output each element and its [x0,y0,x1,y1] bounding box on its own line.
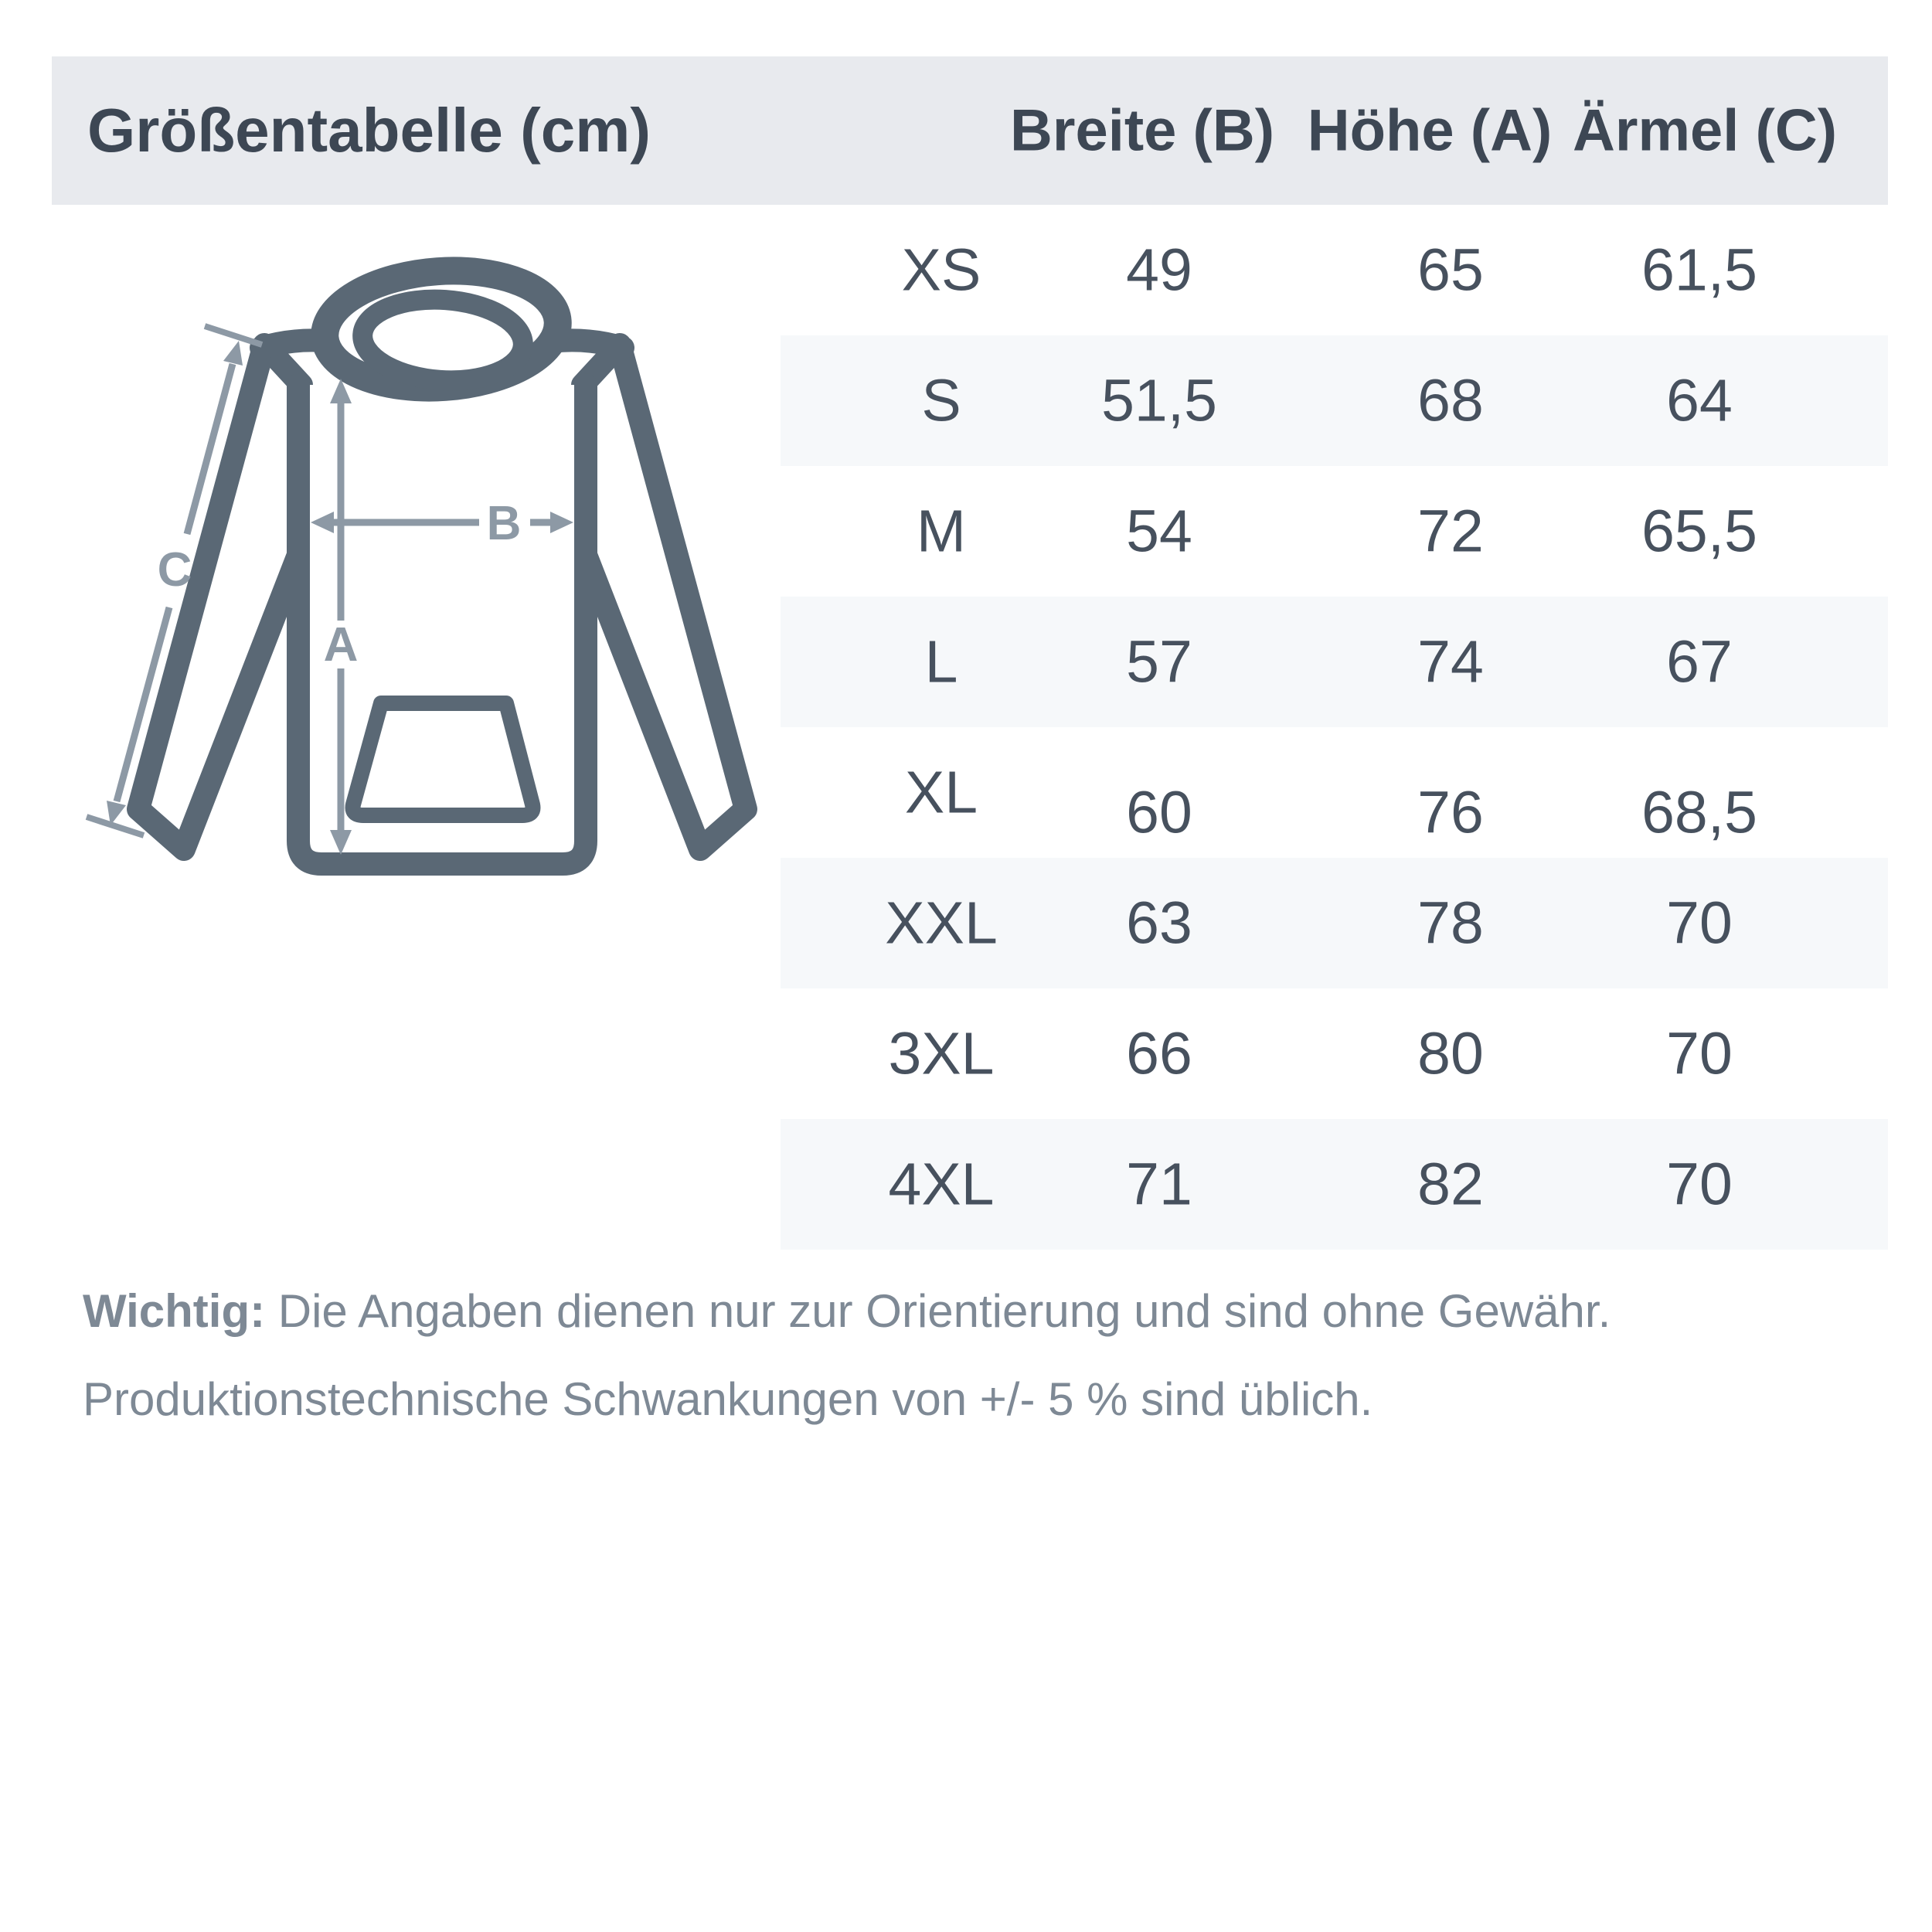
breite-value: 63 [1126,889,1192,956]
column-header-aermel: Ärmel (C) [1572,97,1838,164]
dimension-a-label: A [323,618,359,672]
aermel-value: 68,5 [1641,779,1757,845]
size-label: M [916,498,967,564]
hoehe-value: 68 [1417,367,1484,434]
table-row-m [781,466,1888,597]
size-label: S [921,367,961,434]
aermel-value: 61,5 [1641,236,1757,303]
breite-value: 60 [1126,779,1192,845]
hood-inner-ring [360,294,526,386]
hoehe-value: 82 [1417,1151,1484,1217]
size-label: 3XL [888,1020,995,1087]
aermel-value: 65,5 [1641,498,1757,564]
aermel-value: 67 [1666,628,1733,695]
column-header-breite: Breite (B) [1009,97,1275,164]
header-bar [52,56,1888,205]
aermel-value: 64 [1666,367,1733,434]
right-sleeve [583,345,746,849]
page-title: Größentabelle (cm) [87,96,651,165]
table-row-s [781,335,1888,466]
table-row-4xl [781,1119,1888,1250]
breite-value: 71 [1126,1151,1192,1217]
breite-value: 57 [1126,628,1192,695]
hoehe-value: 65 [1417,236,1484,303]
hoehe-value: 74 [1417,628,1484,695]
dimension-c-label: C [157,543,192,597]
kangaroo-pocket [353,703,533,815]
size-label: 4XL [888,1151,995,1217]
table-row-xxl [781,858,1888,988]
breite-value: 51,5 [1101,367,1217,434]
breite-value: 66 [1126,1020,1192,1087]
hoehe-value: 78 [1417,889,1484,956]
aermel-value: 70 [1666,1151,1733,1217]
note-line-1-text: Die Angaben dienen nur zur Orientierung und sind ohne Gewähr. [277,1285,1611,1337]
column-header-hoehe: Höhe (A) [1307,97,1553,164]
dimension-c-top-tick [205,326,262,345]
hoehe-value: 72 [1417,498,1484,564]
table-row-xl [781,727,1888,858]
breite-value: 49 [1126,236,1192,303]
table-row-3xl [781,988,1888,1119]
size-label: XL [904,759,978,825]
note-line-2: Produktionstechnische Schwankungen von +/- 5 % sind üblich. [83,1373,1373,1425]
breite-value: 54 [1126,498,1192,564]
hoodie-measurement-diagram [62,232,796,889]
note-bold-prefix: Wichtig: [83,1285,266,1337]
size-label: L [924,628,958,695]
dimension-c-arrowhead-top [223,341,243,366]
size-label: XXL [885,889,998,956]
aermel-value: 70 [1666,889,1733,956]
hoehe-value: 76 [1417,779,1484,845]
note-line-1 [83,1284,1611,1338]
table-row-l [781,597,1888,727]
aermel-value: 70 [1666,1020,1733,1087]
hoehe-value: 80 [1417,1020,1484,1087]
dimension-b-label: B [486,497,522,550]
size-label: XS [901,236,981,303]
table-row-xs [781,205,1888,335]
